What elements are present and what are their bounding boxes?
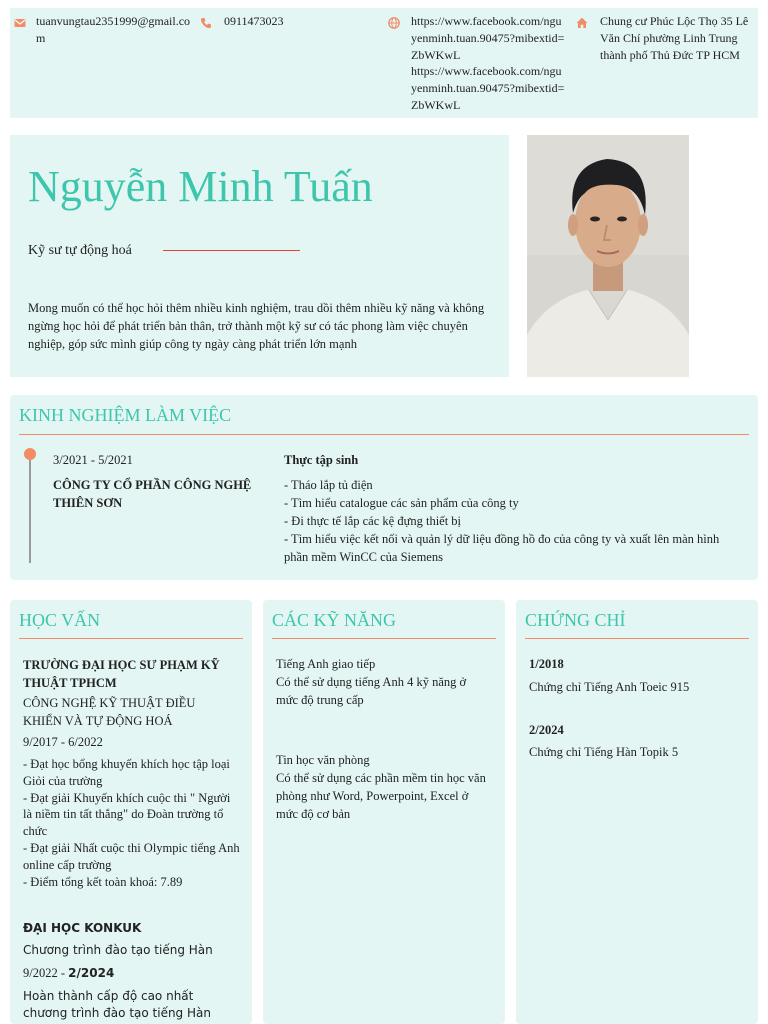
education-divider xyxy=(19,638,243,639)
certificates-heading: CHỨNG CHỈ xyxy=(525,610,626,630)
task-item: - Tìm hiểu catalogue các sản phẩm của công ty xyxy=(284,496,519,510)
candidate-name: Nguyễn Minh Tuấn xyxy=(28,162,373,211)
skills-heading: CÁC KỸ NĂNG xyxy=(272,610,397,630)
school-1-end: 6/2022 xyxy=(68,735,103,749)
task-item: - Đi thực tế lắp các kệ đựng thiết bị xyxy=(284,514,462,528)
school-2-dates xyxy=(23,964,114,982)
task-list xyxy=(284,476,729,566)
cert-1-name: Chứng chỉ Tiếng Anh Toeic 915 xyxy=(529,680,690,694)
profile-photo xyxy=(527,135,689,377)
achievement-item: - Đạt giải Nhất cuộc thi Olympic tiếng Anh online cấp trường xyxy=(23,840,240,872)
school-1-major: CÔNG NGHỆ KỸ THUẬT ĐIỀU KHIỂN VÀ TỰ ĐỘNG HOÁ xyxy=(23,696,196,728)
task-item: - Tìm hiểu việc kết nối và quản lý dữ liệu đồng hồ đo của công ty và xuất lên màn hình phần mềm WinCC của Siemens xyxy=(284,532,720,564)
globe-icon xyxy=(388,17,400,29)
timeline-dot xyxy=(24,448,36,460)
skill-1-desc: Có thể sử dụng tiếng Anh 4 kỹ năng ở mức độ trung cấp xyxy=(276,675,467,707)
skills-divider xyxy=(272,638,496,639)
job-title: Kỹ sư tự động hoá xyxy=(28,243,132,258)
contact-facebook-1[interactable]: https://www.facebook.com/nguyenminh.tuan.90475?mibextid=ZbWKwL xyxy=(411,14,565,62)
cert-2-name: Chứng chỉ Tiếng Hàn Topik 5 xyxy=(529,745,679,759)
contact-address: Chung cư Phúc Lộc Thọ 35 Lê Văn Chí phường Linh Trung thành phố Thủ Đức TP HCM xyxy=(600,14,749,62)
school-2-major: Chương trình đào tạo tiếng Hàn xyxy=(23,943,213,957)
school-2-details: Hoàn thành cấp độ cao nhất chương trình đào tạo tiếng Hàn xyxy=(23,989,211,1020)
experience-divider xyxy=(19,434,749,435)
title-underline xyxy=(163,250,300,251)
achievement-item: - Đạt giải Khuyến khích cuộc thi " Người là niềm tin tất thắng" do Đoàn trường tổ chức xyxy=(23,790,231,839)
experience-heading: KINH NGHIỆM LÀM VIỆC xyxy=(19,405,232,425)
school-1-dates xyxy=(23,733,103,751)
job-role: Thực tập sinh xyxy=(284,453,359,467)
mail-icon xyxy=(14,17,26,29)
school-1-name: TRƯỜNG ĐẠI HỌC SƯ PHẠM KỸ THUẬT TPHCM xyxy=(23,658,220,690)
school-1-start: 9/2017 xyxy=(23,735,58,749)
certificates-divider xyxy=(525,638,749,639)
achievement-item: - Đạt học bổng khuyến khích học tập loại Giỏi của trường xyxy=(23,757,230,788)
company-name: CÔNG TY CỔ PHẦN CÔNG NGHỆ THIÊN SƠN xyxy=(53,478,252,510)
date-separator: - xyxy=(60,966,69,980)
contact-phone[interactable]: 0911473023 xyxy=(224,14,284,28)
career-objective: Mong muốn có thể học hỏi thêm nhiều kinh nghiệm, trau dồi thêm nhiều kỹ năng và không ngừng học hỏi để phát triển bản thân, trở thành một kỹ sư có tác phong làm việc chuyên nghiệp, góp sức mình giúp công ty ngày càng phát triển lớn mạnh xyxy=(28,301,485,351)
home-icon xyxy=(576,17,588,29)
experience-end: 5/2021 xyxy=(98,453,133,467)
phone-icon xyxy=(200,17,212,29)
school-2-name: ĐẠI HỌC KONKUK xyxy=(23,921,142,935)
timeline-line xyxy=(29,460,31,563)
contact-facebook-2[interactable]: https://www.facebook.com/nguyenminh.tuan.90475?mibextid=ZbWKwL xyxy=(411,64,565,112)
school-1-details xyxy=(23,756,241,890)
school-2-end: 2/2024 xyxy=(68,966,115,980)
skill-2-name: Tin học văn phòng xyxy=(276,753,370,767)
date-separator: - xyxy=(60,735,69,749)
cert-2-date: 2/2024 xyxy=(529,723,564,737)
education-heading: HỌC VẤN xyxy=(19,610,101,630)
skill-2-desc: Có thể sử dụng các phần mềm tin học văn phòng như Word, Powerpoint, Excel ở mức độ cơ bản xyxy=(276,771,486,821)
task-item: - Tháo lắp tủ điện xyxy=(284,478,373,492)
experience-start: 3/2021 xyxy=(53,453,88,467)
contact-email[interactable]: tuanvungtau2351999@gmail.com xyxy=(36,14,191,45)
school-2-start: 9/2022 xyxy=(23,966,58,980)
experience-dates xyxy=(53,451,133,469)
skill-1-name: Tiếng Anh giao tiếp xyxy=(276,657,376,671)
date-separator: - xyxy=(90,453,99,467)
achievement-item: - Điểm tổng kết toàn khoá: 7.89 xyxy=(23,874,183,889)
cert-1-date: 1/2018 xyxy=(529,657,564,671)
